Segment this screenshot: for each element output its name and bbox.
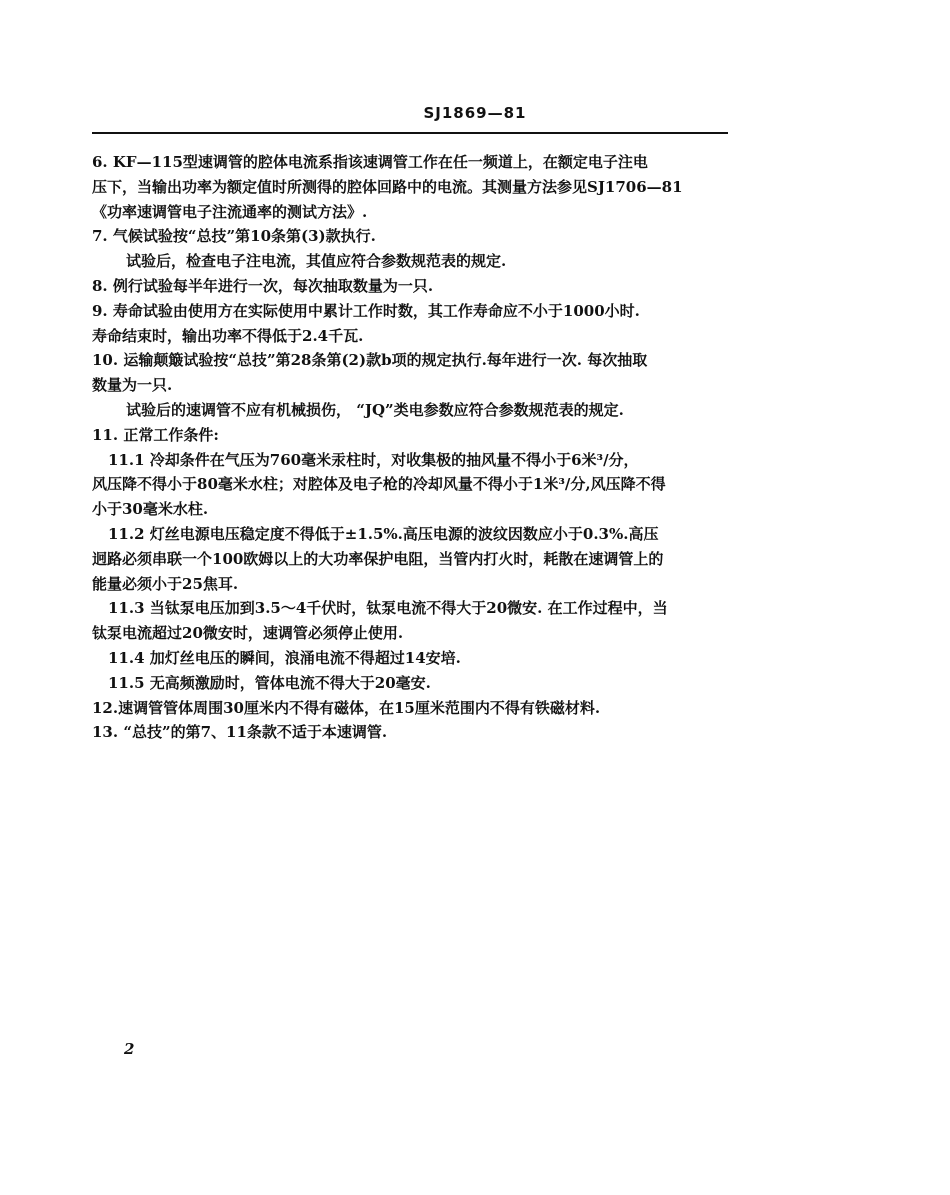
text-line: 风压降不得小于80毫米水柱；对腔体及电子枪的冷却风量不得小于1米³/分,风压降不得 (92, 475, 666, 494)
text-line: 6. KF—115型速调管的腔体电流系指该速调管工作在任一频道上，在额定电子注电 (92, 153, 648, 171)
text-line: 12.速调管管体周围30厘米内不得有磁体，在15厘米范围内不得有铁磁材料. (92, 698, 601, 717)
text-line: 11.1 冷却条件在气压为760毫米汞柱时，对收集极的抽风量不得小于6米³/分， (108, 450, 639, 469)
document-code-header: SJ1869—81 (423, 104, 527, 122)
text-line: 能量必须小于25焦耳. (92, 574, 239, 593)
text-line: 11.3 当钛泵电压加到3.5～4千伏时，钛泵电流不得大于20微安. 在工作过程中，当 (108, 599, 668, 618)
text-line: 试验后，检查电子注电流，其值应符合参数规范表的规定. (126, 252, 507, 271)
text-line: 试验后的速调管不应有机械损伤， “JQ”类电参数应符合参数规范表的规定. (126, 400, 624, 419)
text-line: 8. 例行试验每半年进行一次，每次抽取数量为一只. (92, 276, 434, 295)
text-line: 13. “总技”的第7、11条款不适于本速调管. (92, 723, 388, 742)
text-line: 数量为一只. (92, 376, 173, 395)
text-line: 小于30毫米水柱. (92, 500, 209, 519)
text-line: 迥路必须串联一个100欧姆以上的大功率保护电阻，当管内打火时，耗散在速调管上的 (92, 549, 664, 568)
header-rule (92, 132, 728, 134)
text-line: 11. 正常工作条件: (92, 425, 219, 444)
text-line: 《功率速调管电子注流通率的测试方法》. (92, 202, 368, 221)
text-line: 11.4 加灯丝电压的瞬间，浪涌电流不得超过14安培. (108, 648, 461, 667)
text-line: 压下，当输出功率为额定值时所测得的腔体回路中的电流。其测量方法参见SJ1706—81 (92, 177, 683, 196)
text-line: 9. 寿命试验由使用方在实际使用中累计工作时数，其工作寿命应不小于1000小时. (92, 301, 640, 320)
text-line: 寿命结束时，输出功率不得低于2.4千瓦. (92, 326, 364, 345)
text-line: 7. 气候试验按“总技”第10条第(3)款执行. (92, 227, 376, 246)
text-line: 11.2 灯丝电源电压稳定度不得低于±1.5%.高压电源的波纹因数应小于0.3%.高压 (108, 524, 659, 543)
text-line: 钛泵电流超过20微安时，速调管必须停止使用. (92, 624, 404, 643)
document-body (92, 150, 732, 745)
page-number: 2 (124, 1040, 135, 1058)
text-line: 11.5 无高频激励时，管体电流不得大于20毫安. (108, 673, 431, 692)
text-line: 10. 运输颠簸试验按“总技”第28条第(2)款b项的规定执行.每年进行一次. 每次抽取 (92, 351, 648, 370)
